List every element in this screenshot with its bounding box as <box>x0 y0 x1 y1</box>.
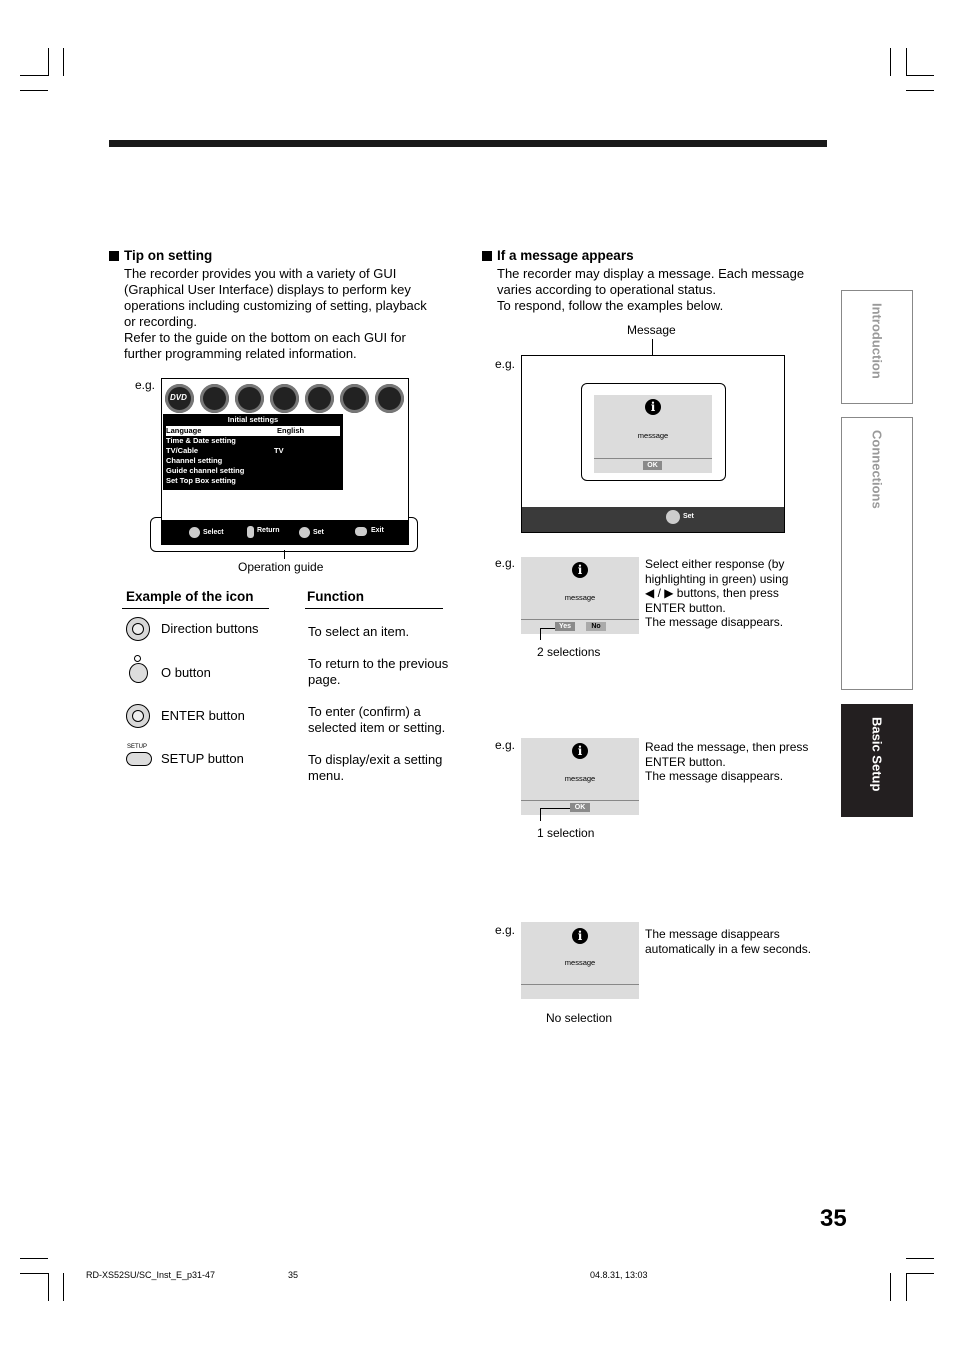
no-selection-caption: No selection <box>546 1011 613 1025</box>
menu-item-time-date[interactable]: Time & Date setting <box>166 436 236 445</box>
crop-mark <box>906 1273 934 1274</box>
crop-mark <box>63 1273 64 1301</box>
setup-button-icon <box>126 752 152 766</box>
callout-line <box>540 628 541 640</box>
eg-label: e.g. <box>495 556 516 570</box>
edit-icon <box>270 384 299 413</box>
callout-line <box>540 628 555 629</box>
crop-mark <box>63 48 64 76</box>
crop-mark <box>48 48 49 76</box>
one-selection-caption: 1 selection <box>537 826 595 840</box>
no-button[interactable]: No <box>586 622 606 631</box>
callout-line <box>284 550 285 559</box>
callout-line <box>540 808 570 809</box>
eg-label: e.g. <box>495 738 516 752</box>
footer-file: RD-XS52SU/SC_Inst_E_p31-47 <box>86 1270 216 1280</box>
tools-icon <box>305 384 334 413</box>
row-enter-func: To enter (confirm) a selected item or setting. <box>308 704 446 735</box>
dialog-divider <box>521 619 639 620</box>
footer-page: 35 <box>288 1270 299 1280</box>
guide-exit: Exit <box>371 527 384 534</box>
row-o-name: O button <box>161 665 211 680</box>
crop-mark <box>890 48 891 76</box>
two-selections-caption: 2 selections <box>537 645 601 659</box>
guide-select: Select <box>203 529 224 536</box>
col-rule <box>122 608 269 609</box>
col-header-icon: Example of the icon <box>126 589 254 604</box>
menu-item-guide-channel[interactable]: Guide channel setting <box>166 466 245 475</box>
info-icon: i <box>572 743 588 759</box>
message-text: message <box>564 593 596 602</box>
crop-mark <box>906 1273 907 1301</box>
menu-item-channel[interactable]: Channel setting <box>166 456 223 465</box>
operation-guide-caption: Operation guide <box>238 560 324 574</box>
message-paragraph: The recorder may display a message. Each message varies according to operational status. To respond, follow the examples below. <box>497 266 805 313</box>
dialog-divider <box>521 800 639 801</box>
crop-mark <box>20 75 48 76</box>
crop-mark <box>20 1258 48 1259</box>
crop-mark <box>890 1273 891 1301</box>
callout-line <box>540 808 541 821</box>
setup-small-label: SETUP <box>127 744 148 750</box>
row-enter-name: ENTER button <box>161 708 245 723</box>
direction-icon <box>189 527 200 538</box>
tab-introduction[interactable]: Introduction <box>841 290 913 404</box>
menu-item-language[interactable]: Language English <box>166 426 340 436</box>
tab-connections[interactable]: Connections <box>841 417 913 690</box>
o-small-icon <box>134 655 141 662</box>
ok-button[interactable]: OK <box>570 803 590 812</box>
crop-mark <box>20 90 48 91</box>
disc-icon <box>200 384 229 413</box>
message-text: message <box>564 958 596 967</box>
ok-button[interactable]: OK <box>643 461 662 470</box>
header-rule <box>109 140 827 147</box>
row-o-func: To return to the previous page. <box>308 656 449 687</box>
crop-mark <box>906 1258 934 1259</box>
row-setup-name: SETUP button <box>161 751 244 766</box>
row-direction-name: Direction buttons <box>161 621 259 636</box>
operation-guide-bar <box>161 520 409 545</box>
guide-bar <box>522 507 784 532</box>
message-callout-label: Message <box>627 323 676 337</box>
setup-button-icon <box>355 527 367 536</box>
eg-label: e.g. <box>495 923 516 937</box>
menu-title: Initial settings <box>227 415 279 424</box>
direction-buttons-icon <box>126 617 150 641</box>
menu-item-tv-cable[interactable]: TV/Cable TV <box>166 446 284 455</box>
o-button-icon <box>129 663 148 683</box>
info-icon: i <box>645 399 661 415</box>
tip-paragraph: The recorder provides you with a variety of GUI (Graphical User Interface) displays to perform key operations including customizing of setting, playback or recording. Refer to the guide on the bottom on each GUI for further programming related information. <box>124 266 427 361</box>
dvd-icon: DVD <box>165 384 194 413</box>
row-setup-func: To display/exit a setting menu. <box>308 752 443 783</box>
crop-mark <box>906 90 934 91</box>
return-icon <box>247 526 254 538</box>
menu-item-set-top-box[interactable]: Set Top Box setting <box>166 476 236 485</box>
one-selection-desc: Read the message, then press ENTER button. The message disappears. <box>645 740 809 783</box>
row-direction-func: To select an item. <box>308 624 410 639</box>
dialog-divider <box>521 984 639 985</box>
message-text: message <box>637 431 669 440</box>
crop-mark <box>906 75 934 76</box>
message-heading: If a message appears <box>482 248 634 263</box>
col-header-function: Function <box>307 589 364 604</box>
enter-icon <box>666 510 680 524</box>
wrench-icon <box>340 384 369 413</box>
yes-button[interactable]: Yes <box>555 622 575 631</box>
info-icon: i <box>572 562 588 578</box>
initial-settings-menu <box>163 414 343 490</box>
footer-date: 04.8.31, 13:03 <box>590 1270 648 1280</box>
dialog-divider <box>594 458 712 459</box>
eg-label: e.g. <box>495 357 516 371</box>
enter-button-icon <box>126 704 150 728</box>
col-rule <box>305 608 443 609</box>
eg-label: e.g. <box>135 378 156 392</box>
guide-return: Return <box>257 527 280 534</box>
crop-mark <box>20 1273 48 1274</box>
tip-heading: Tip on setting <box>109 248 212 263</box>
setup-icon <box>375 384 404 413</box>
page-number: 35 <box>820 1205 847 1232</box>
two-selections-desc: Select either response (by highlighting in green) using ◀ / ▶ buttons, then press ENTER button. The message disappears. <box>645 557 789 629</box>
info-icon: i <box>572 928 588 944</box>
crop-mark <box>906 48 907 76</box>
enter-icon <box>299 527 310 538</box>
no-selection-desc: The message disappears automatically in a few seconds. <box>645 927 812 956</box>
guide-set: Set <box>313 529 324 536</box>
grid-icon <box>235 384 264 413</box>
crop-mark <box>48 1273 49 1301</box>
guide-set: Set <box>683 513 694 520</box>
message-text: message <box>564 774 596 783</box>
tab-basic-setup[interactable]: Basic Setup <box>841 704 913 817</box>
